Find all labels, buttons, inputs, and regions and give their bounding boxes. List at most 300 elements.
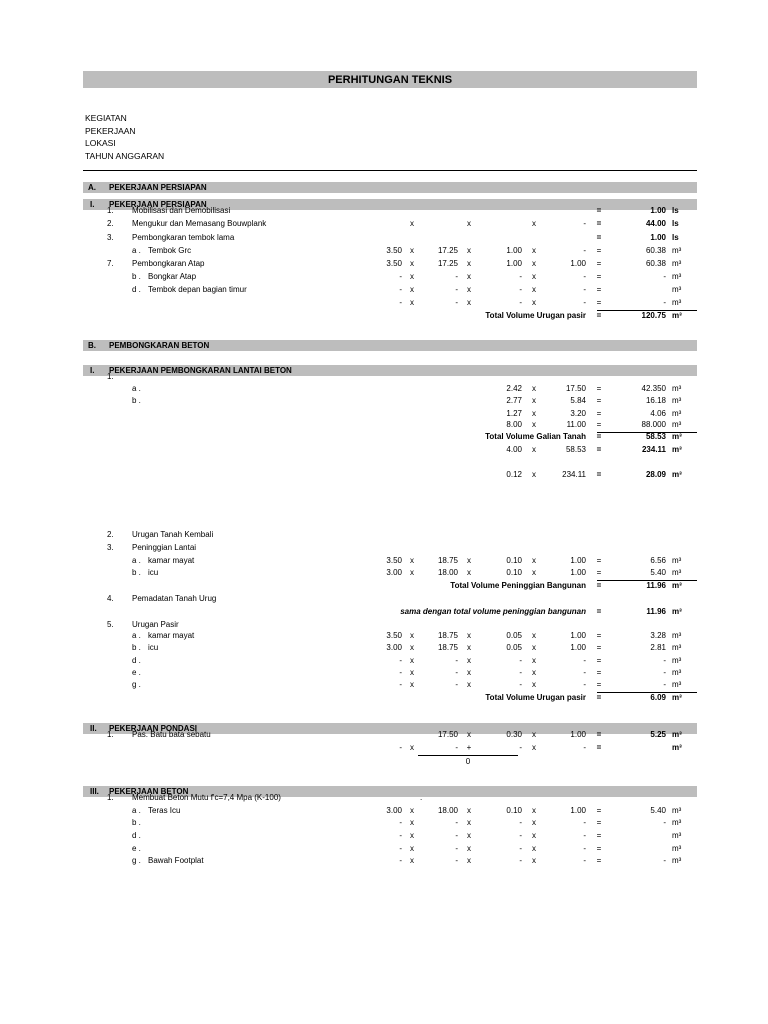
cell-mid: 0 [465, 757, 471, 766]
cell-x2: x [467, 643, 471, 652]
cell-x1: x [410, 246, 414, 255]
cell-c1: 3.50 [386, 631, 402, 640]
cell-c3: - [519, 856, 522, 865]
cell-c4: - [583, 272, 586, 281]
cell-c4: - [583, 831, 586, 840]
cell-c3: 1.00 [506, 259, 522, 268]
cell-c1: - [399, 844, 402, 853]
cell-val: 3.28 [650, 631, 666, 640]
cell-x1: x [410, 844, 414, 853]
table-row [0, 469, 768, 482]
cell-x2: x [467, 656, 471, 665]
cell-x3: x [532, 556, 536, 565]
cell-no: 3. [107, 543, 114, 552]
cell-eq: = [596, 631, 602, 640]
cell-c2: - [455, 818, 458, 827]
cell-val: - [663, 656, 666, 665]
cell-sub: g . [132, 856, 141, 865]
cell-c2: - [455, 680, 458, 689]
cell-x2: + [466, 743, 472, 752]
cell-c2: 17.25 [437, 246, 458, 255]
table-row [0, 843, 768, 856]
cell-c3: - [519, 831, 522, 840]
table-row [0, 655, 768, 668]
cell-unit: m³ [672, 432, 682, 441]
cell-c1: - [399, 818, 402, 827]
cell-val: - [663, 818, 666, 827]
cell-x3: x [532, 396, 536, 405]
cell-c2: - [455, 656, 458, 665]
cell-x1: x [410, 631, 414, 640]
cell-c2: - [455, 272, 458, 281]
cell-c3: 0.10 [506, 556, 522, 565]
cell-c3: 8.00 [506, 420, 522, 429]
cell-sub: a . [132, 631, 141, 640]
cell-x2: x [467, 806, 471, 815]
cell-c4: - [583, 285, 586, 294]
cell-sub: e . [132, 668, 141, 677]
cell-unit: ls [672, 206, 679, 215]
cell-desc: kamar mayat [148, 556, 195, 565]
table-row [0, 805, 768, 818]
cell-eq: = [596, 806, 602, 815]
cell-sub: a . [132, 806, 141, 815]
cell-c4: 3.20 [570, 409, 586, 418]
cell-eq: = [596, 656, 602, 665]
cell-val: 42.350 [641, 384, 666, 393]
cell-x2: x [467, 730, 471, 739]
cell-x3: x [532, 844, 536, 853]
cell-dot: . [420, 793, 423, 802]
cell-eq: = [596, 693, 602, 702]
section-code: III. [90, 787, 99, 796]
cell-desc: Bawah Footplat [148, 856, 204, 865]
cell-c2: 18.00 [437, 568, 458, 577]
cell-unit: m³ [672, 668, 682, 677]
cell-no: 5. [107, 620, 114, 629]
cell-sub: a . [132, 384, 141, 393]
cell-x3: x [532, 272, 536, 281]
cell-eq: = [596, 470, 602, 479]
cell-sub: b . [132, 643, 141, 652]
cell-sub: b . [132, 568, 141, 577]
cell-x2: x [467, 272, 471, 281]
table-row [0, 606, 768, 619]
cell-c3: 2.42 [506, 384, 522, 393]
cell-c2: 18.75 [437, 631, 458, 640]
cell-x2: x [467, 668, 471, 677]
cell-c2: 17.50 [437, 730, 458, 739]
cell-unit: m³ [672, 818, 682, 827]
cell-val: 5.40 [650, 806, 666, 815]
cell-c3: - [519, 844, 522, 853]
cell-val: 6.09 [650, 693, 666, 702]
cell-sub: b . [132, 818, 141, 827]
cell-c3: - [519, 743, 522, 752]
cell-eq: = [596, 246, 602, 255]
table-row [0, 245, 768, 258]
cell-val: 44.00 [645, 219, 666, 228]
cell-x2: x [467, 285, 471, 294]
cell-unit: m³ [672, 581, 682, 590]
cell-eq: = [596, 384, 602, 393]
cell-val: 60.38 [645, 259, 666, 268]
table-row [0, 567, 768, 580]
cell-c3: 1.00 [506, 246, 522, 255]
header-divider [83, 170, 697, 171]
table-row [0, 855, 768, 868]
table-row [0, 232, 768, 245]
cell-c1: 3.50 [386, 246, 402, 255]
table-row [0, 395, 768, 408]
cell-sub: d . [132, 656, 141, 665]
cell-x1: x [410, 856, 414, 865]
cell-val: 1.00 [650, 206, 666, 215]
cell-desc: Bongkar Atap [148, 272, 197, 281]
cell-unit: m³ [672, 730, 682, 739]
cell-val: 234.11 [641, 445, 666, 454]
cell-val: 60.38 [645, 246, 666, 255]
cell-desc: Tembok Grc [148, 246, 192, 255]
cell-desc: Peninggian Lantai [132, 543, 197, 552]
cell-val: 58.53 [645, 432, 666, 441]
cell-eq: = [596, 556, 602, 565]
project-meta [85, 112, 164, 162]
cell-unit: ls [672, 233, 679, 242]
cell-c2: - [455, 856, 458, 865]
cell-no: 1. [107, 372, 114, 381]
cell-unit: m³ [672, 743, 682, 752]
cell-x1: x [410, 818, 414, 827]
cell-c3: 0.10 [506, 806, 522, 815]
cell-c2: 17.25 [437, 259, 458, 268]
cell-x1: x [410, 219, 414, 228]
cell-c4: - [583, 656, 586, 665]
cell-total: Total Volume Galian Tanah [485, 432, 586, 441]
cell-eq: = [596, 730, 602, 739]
cell-x2: x [467, 818, 471, 827]
table-row [0, 817, 768, 830]
cell-eq: = [596, 432, 602, 441]
cell-c4: - [583, 680, 586, 689]
cell-eq: = [596, 831, 602, 840]
table-row [0, 642, 768, 655]
cell-c4: - [583, 219, 586, 228]
cell-c4: 17.50 [565, 384, 586, 393]
cell-x3: x [532, 285, 536, 294]
cell-x3: x [532, 420, 536, 429]
table-row [0, 667, 768, 680]
table-row [0, 297, 768, 310]
cell-x2: x [467, 298, 471, 307]
cell-c1: - [399, 831, 402, 840]
cell-c1: - [399, 272, 402, 281]
cell-unit: m³ [672, 246, 682, 255]
cell-unit: m³ [672, 568, 682, 577]
cell-c3: 0.05 [506, 631, 522, 640]
cell-x2: x [467, 568, 471, 577]
cell-x3: x [532, 643, 536, 652]
cell-x3: x [532, 743, 536, 752]
cell-c3: - [519, 285, 522, 294]
section-code: I. [90, 366, 95, 375]
cell-c1: - [399, 298, 402, 307]
cell-no: 7. [107, 259, 114, 268]
cell-unit: m³ [672, 445, 682, 454]
cell-x3: x [532, 219, 536, 228]
meta-kegiatan: KEGIATAN [85, 113, 127, 123]
cell-eq: = [596, 272, 602, 281]
cell-val: 6.56 [650, 556, 666, 565]
cell-desc: Pas. Batu bata sebatu [132, 730, 211, 739]
table-row [0, 284, 768, 297]
section-label: PEMBONGKARAN BETON [109, 341, 210, 350]
cell-desc: Urugan Pasir [132, 620, 179, 629]
cell-total: Total Volume Urugan pasir [485, 693, 586, 702]
cell-sub: a . [132, 556, 141, 565]
cell-c1: 3.50 [386, 556, 402, 565]
cell-x2: x [467, 680, 471, 689]
cell-eq: = [596, 568, 602, 577]
cell-val: 11.96 [646, 607, 666, 616]
cell-desc: Membuat Beton Mutu f'c=7,4 Mpa (K-100) [132, 793, 281, 802]
section-code: B. [88, 341, 96, 350]
cell-c4: 1.00 [570, 730, 586, 739]
cell-eq: = [596, 668, 602, 677]
cell-val: 5.40 [650, 568, 666, 577]
cell-val: 16.18 [645, 396, 666, 405]
cell-c4: - [583, 818, 586, 827]
cell-x3: x [532, 831, 536, 840]
cell-c2: - [455, 298, 458, 307]
cell-unit: m³ [672, 409, 682, 418]
section-label: PEKERJAAN PERSIAPAN [109, 183, 207, 192]
cell-c3: - [519, 680, 522, 689]
cell-c2: 18.00 [437, 806, 458, 815]
cell-eq: = [596, 856, 602, 865]
cell-c1: - [399, 656, 402, 665]
cell-x3: x [532, 856, 536, 865]
cell-unit: m³ [672, 272, 682, 281]
cell-eq: = [596, 396, 602, 405]
cell-x3: x [532, 818, 536, 827]
cell-val: 2.81 [650, 643, 666, 652]
section-label: PEKERJAAN BETON [109, 787, 189, 796]
cell-c1: - [399, 680, 402, 689]
cell-c2: - [455, 668, 458, 677]
cell-total: Total Volume Peninggian Bangunan [450, 581, 586, 590]
page-title: PERHITUNGAN TEKNIS [83, 71, 697, 88]
cell-c4: 1.00 [570, 556, 586, 565]
table-row [0, 218, 768, 231]
cell-no: 3. [107, 233, 114, 242]
cell-x1: x [410, 831, 414, 840]
cell-desc: Tembok depan bagian timur [148, 285, 247, 294]
table-row [0, 444, 768, 457]
cell-desc: kamar mayat [148, 631, 195, 640]
cell-x2: x [467, 831, 471, 840]
cell-eq: = [596, 311, 602, 320]
cell-x2: x [467, 631, 471, 640]
cell-x3: x [532, 730, 536, 739]
cell-unit: m³ [672, 656, 682, 665]
cell-val: 120.75 [641, 311, 666, 320]
cell-x1: x [410, 668, 414, 677]
meta-pekerjaan: PEKERJAAN [85, 125, 136, 136]
cell-val: - [663, 298, 666, 307]
cell-x3: x [532, 259, 536, 268]
section-label: PEKERJAAN PEMBONGKARAN LANTAI BETON [109, 366, 292, 375]
cell-eq: = [596, 844, 602, 853]
cell-unit: m³ [672, 631, 682, 640]
cell-no: 1. [107, 730, 114, 739]
cell-c4: 1.00 [570, 568, 586, 577]
cell-unit: m³ [672, 556, 682, 565]
cell-x1: x [410, 298, 414, 307]
cell-unit: m³ [672, 856, 682, 865]
cell-c2: - [455, 831, 458, 840]
cell-c2: 18.75 [437, 643, 458, 652]
cell-unit: m³ [672, 693, 682, 702]
cell-val: - [663, 668, 666, 677]
cell-x1: x [410, 680, 414, 689]
cell-eq: = [596, 219, 602, 228]
cell-desc: Urugan Tanah Kembali [132, 530, 214, 539]
cell-c2: - [455, 743, 458, 752]
section-b-band [83, 340, 697, 351]
cell-x1: x [410, 656, 414, 665]
cell-eq: = [596, 259, 602, 268]
cell-c3: - [519, 656, 522, 665]
table-row [0, 310, 768, 323]
cell-unit: m³ [672, 285, 682, 294]
cell-x1: x [410, 556, 414, 565]
cell-unit: m³ [672, 844, 682, 853]
meta-lokasi: LOKASI [85, 138, 116, 148]
cell-no: 2. [107, 219, 114, 228]
cell-sub: g . [132, 680, 141, 689]
cell-c3: - [519, 272, 522, 281]
cell-c4: 1.00 [570, 806, 586, 815]
section-a-band [83, 182, 697, 193]
table-row [0, 692, 768, 705]
table-row [0, 529, 768, 542]
cell-c3: 0.12 [506, 470, 522, 479]
cell-x2: x [467, 259, 471, 268]
section-code: II. [90, 724, 97, 733]
cell-desc: Pemadatan Tanah Urug [132, 594, 217, 603]
section-code: A. [88, 183, 96, 192]
cell-val: 11.96 [646, 581, 666, 590]
table-row [0, 729, 768, 742]
cell-unit: m³ [672, 470, 682, 479]
cell-x1: x [410, 743, 414, 752]
table-row [0, 419, 768, 432]
cell-sub: e . [132, 844, 141, 853]
cell-unit: m³ [672, 680, 682, 689]
table-row [0, 205, 768, 218]
cell-x2: x [467, 246, 471, 255]
cell-c4: 234.11 [562, 470, 586, 479]
cell-c2: - [455, 844, 458, 853]
cell-val: - [663, 856, 666, 865]
table-row [0, 383, 768, 396]
table-row [0, 271, 768, 284]
cell-unit: m³ [672, 831, 682, 840]
cell-c1: 3.00 [386, 568, 402, 577]
cell-unit: m³ [672, 298, 682, 307]
cell-desc: icu [148, 643, 159, 652]
cell-val: 5.25 [650, 730, 666, 739]
cell-no: 4. [107, 594, 114, 603]
cell-desc: icu [148, 568, 159, 577]
cell-no: 1. [107, 206, 114, 215]
table-row [0, 555, 768, 568]
cell-sub: b . [132, 272, 141, 281]
cell-c4: - [583, 668, 586, 677]
table-row [0, 742, 768, 755]
cell-x3: x [532, 680, 536, 689]
table-row [0, 630, 768, 643]
cell-no: 1. [107, 793, 114, 802]
cell-sub: a . [132, 246, 141, 255]
cell-c4: 58.53 [565, 445, 586, 454]
cell-x3: x [532, 568, 536, 577]
cell-x2: x [467, 556, 471, 565]
cell-x1: x [410, 285, 414, 294]
cell-x3: x [532, 409, 536, 418]
cell-no: 2. [107, 530, 114, 539]
cell-x3: x [532, 384, 536, 393]
cell-c4: 1.00 [570, 631, 586, 640]
cell-total: Total Volume Urugan pasir [485, 311, 586, 320]
cell-unit: m³ [672, 259, 682, 268]
cell-eq: = [596, 581, 602, 590]
cell-desc: Pembongkaran Atap [132, 259, 205, 268]
cell-c1: - [399, 668, 402, 677]
cell-c4: 1.00 [570, 259, 586, 268]
cell-desc: Teras Icu [148, 806, 181, 815]
cell-unit: m³ [672, 384, 682, 393]
cell-eq: = [596, 680, 602, 689]
cell-x2: x [467, 844, 471, 853]
table-row [0, 756, 768, 769]
cell-x3: x [532, 470, 536, 479]
cell-note: sama dengan total volume peninggian bangunan [400, 607, 586, 616]
cell-x2: x [467, 219, 471, 228]
table-row [0, 792, 768, 805]
cell-eq: = [596, 298, 602, 307]
cell-x1: x [410, 643, 414, 652]
cell-eq: = [596, 233, 602, 242]
cell-val: 1.00 [650, 233, 666, 242]
cell-x3: x [532, 246, 536, 255]
cell-x3: x [532, 656, 536, 665]
cell-c3: - [519, 818, 522, 827]
cell-c4: 1.00 [570, 643, 586, 652]
cell-c4: 11.00 [566, 420, 586, 429]
cell-eq: = [596, 409, 602, 418]
cell-c1: - [399, 285, 402, 294]
cell-desc: Mobilisasi dan Demobilisasi [132, 206, 231, 215]
cell-eq: = [596, 743, 602, 752]
cell-c1: - [399, 743, 402, 752]
cell-c3: - [519, 298, 522, 307]
cell-val: 4.06 [650, 409, 666, 418]
table-row [0, 830, 768, 843]
cell-sub: d . [132, 831, 141, 840]
cell-desc: Pembongkaran tembok lama [132, 233, 235, 242]
